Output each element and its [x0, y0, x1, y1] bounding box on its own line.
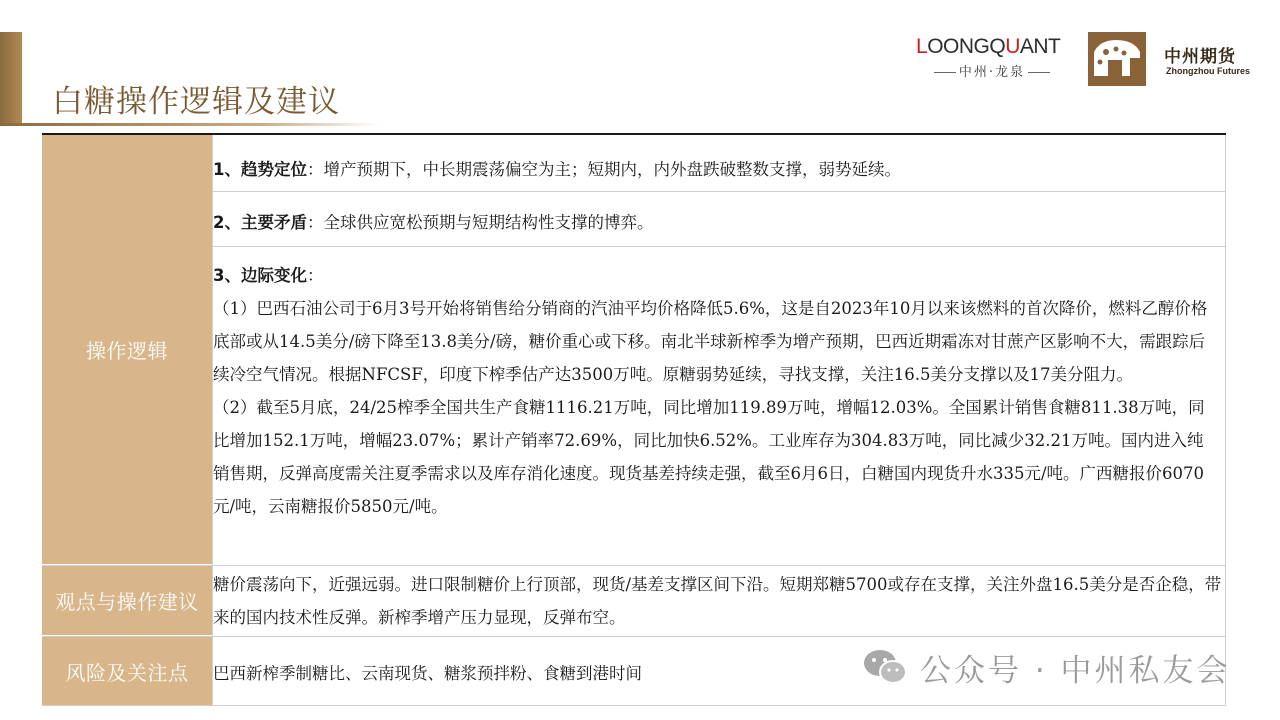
zhongzhou-en: Zhongzhou Futures	[1166, 66, 1250, 76]
watermark	[862, 642, 1231, 692]
item-text: ：	[306, 266, 324, 285]
item-text: ：增产预期下，中长期震荡偏空为主；短期内，内外盘跌破整数支撑，弱势延续。	[306, 160, 901, 179]
table-row	[42, 566, 1226, 637]
strategy-table	[42, 133, 1226, 706]
leopard-icon	[1086, 30, 1148, 88]
row-label: 操作逻辑	[42, 135, 212, 565]
marginal-change-item	[213, 247, 1225, 529]
loongquant-logo	[916, 36, 1068, 82]
paragraph: （2）截至5月底，24/25榨季全国共生产食糖1116.21万吨，同比增加119.89万吨，增幅12.03%。全国累计销售食糖811.38万吨，同比增加152.1万吨，增幅23.07%；累计产销率72.69%，同比加快6.52%。工业库存为304.83万吨，同比减少32.21万吨。国内进入纯销售期，反弹高度需关注夏季需求以及库存消化速度。现货基差持续走强，截至6月6日，白糖国内现货升水335元/吨。广西糖报价6070元/吨，云南糖报价5850元/吨。	[213, 398, 1205, 516]
recommendation-text: 糖价震荡向下，近强远弱。进口限制糖价上行顶部，现货/基差支撑区间下沿。短期郑糖5700或存在支撑，关注外盘16.5美分是否企稳，带来的国内技术性反弹。新榨季增产压力显现，反弹布空。	[213, 575, 1222, 627]
watermark-text: 公众号 · 中州私友会	[920, 652, 1231, 689]
risk-text: 巴西新榨季制糖比、云南现货、糖浆预拌粉、食糖到港时间	[213, 664, 642, 683]
title-underline	[0, 123, 380, 126]
item-text: ：全球供应宽松预期与短期结构性支撑的博弈。	[306, 213, 654, 232]
row-content	[212, 135, 1226, 565]
row-content	[212, 566, 1226, 636]
paragraph: （1）巴西石油公司于6月3号开始将销售给分销商的汽油平均价格降低5.6%，这是自2023年10月以来该燃料的首次降价，燃料乙醇价格底部或从14.5美分/磅下降至13.8美分/磅，糖价重心或下移。南北半球新榨季为增产预期，巴西近期霜冻对甘蔗产区影响不大，需跟踪后续冷空气情况。根据NFCSF，印度下榨季估产达3500万吨。原糖弱势延续，寻找支撑，关注16.5美分支撑以及17美分阻力。	[213, 299, 1208, 384]
loongquant-brand: LOONGQUANT	[916, 35, 1061, 58]
contradiction-item	[213, 192, 1225, 247]
row-label: 风险及关注点	[42, 637, 212, 705]
zhongzhou-logo	[1086, 30, 1256, 90]
trend-item	[213, 135, 1225, 192]
loongquant-sub: 中州·龙泉	[958, 65, 1026, 80]
table-row	[42, 135, 1226, 566]
item-heading: 1、趋势定位	[213, 160, 307, 179]
page-title: 白糖操作逻辑及建议	[52, 84, 340, 120]
item-heading: 3、边际变化	[213, 266, 307, 285]
wechat-icon	[862, 647, 908, 687]
item-heading: 2、主要矛盾	[213, 213, 307, 232]
title-accent-bar	[0, 32, 22, 126]
row-label: 观点与操作建议	[42, 566, 212, 636]
zhongzhou-name: 中州期货	[1164, 47, 1236, 67]
